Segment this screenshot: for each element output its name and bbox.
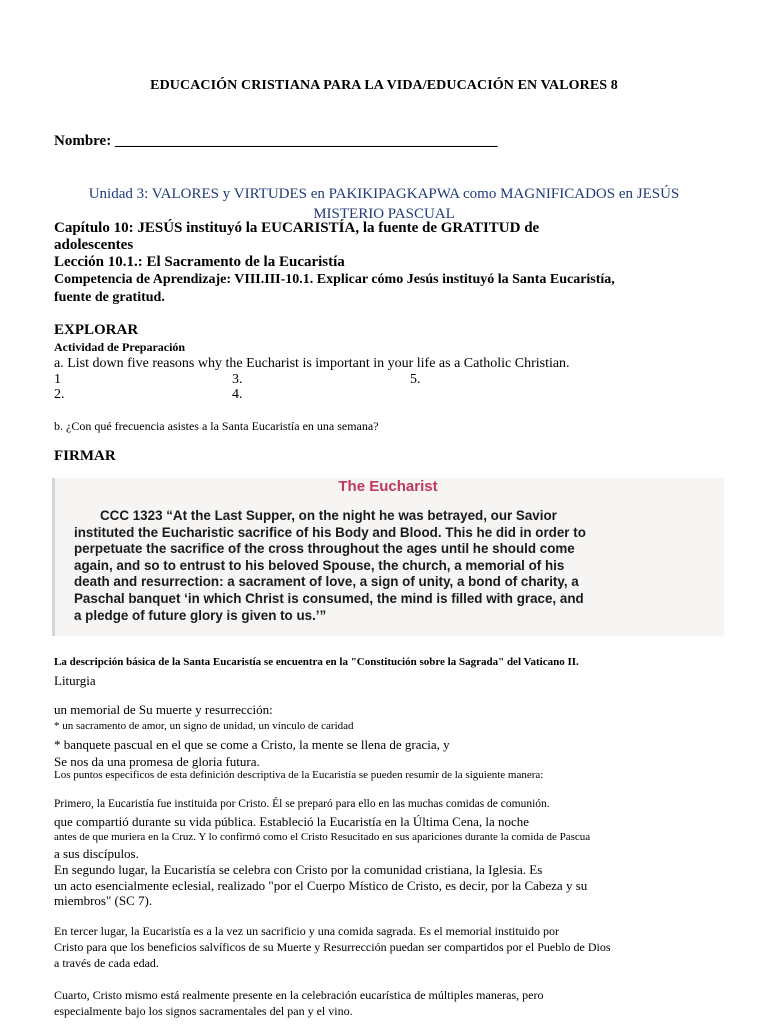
ccc-quote-line: again, and so to entrust to his beloved Spouse, the church, a memorial of his [74, 557, 565, 573]
chapter-line2: adolescentes [54, 237, 134, 253]
eucharist-quote-image [52, 478, 724, 636]
explorar-heading: EXPLORAR [54, 322, 139, 338]
unit-heading-line1: Unidad 3: VALORES y VIRTUDES en PAKIKIPAGKAPWA como MAGNIFICADOS en JESÚS [88, 186, 680, 202]
ccc-quote-line: CCC 1323 “At the Last Supper, on the night he was betrayed, our Savior [100, 508, 557, 523]
point-2-line: En segundo lugar, la Eucaristía se celebra con Cristo por la comunidad cristiana, la Iglesia. Es [54, 862, 543, 877]
point-3-line: a través de cada edad. [54, 956, 159, 970]
definition-bullet: * un sacramento de amor, un signo de unidad, un vínculo de caridad [54, 720, 354, 732]
chapter-line1: Capítulo 10: JESÚS instituyó la EUCARISTÍA, la fuente de GRATITUD de [54, 220, 540, 236]
ccc-quote-line: a pledge of future glory is given to us.’” [74, 607, 327, 623]
question-b: b. ¿Con qué frecuencia asistes a la Santa Eucaristía en una semana? [54, 419, 379, 433]
competency-line2: fuente de gratitud. [54, 290, 165, 305]
unit-heading [60, 184, 708, 224]
image-edge-shadow [52, 478, 55, 636]
preparation-activity-label: Actividad de Preparación [54, 340, 186, 354]
point-2-line: un acto esencialmente eclesial, realizado "por el Cuerpo Místico de Cristo, es decir, por la Cabeza y su [54, 878, 588, 893]
document-title: EDUCACIÓN CRISTIANA PARA LA VIDA/EDUCACIÓN EN VALORES 8 [150, 78, 618, 93]
answer-number-3: 3. [232, 372, 243, 387]
point-1-line: Primero, la Eucaristía fue instituida por Cristo. Él se preparó para ello en las muchas comidas de comunión. [54, 798, 550, 810]
answer-number-1: 1 [54, 372, 61, 387]
chapter-heading [54, 220, 539, 271]
answer-number-4: 4. [232, 387, 243, 402]
definition-bullet: * banquete pascual en el que se come a Cristo, la mente se llena de gracia, y [54, 737, 450, 752]
competency-line1: Competencia de Aprendizaje: VIII.III-10.1. Explicar cómo Jesús instituyó la Santa Eucaristía, [54, 272, 615, 287]
question-a: a. List down five reasons why the Eucharist is important in your life as a Catholic Christian. [54, 356, 570, 371]
ccc-quote [74, 508, 714, 624]
lesson-title: Lección 10.1.: El Sacramento de la Eucaristía [54, 254, 345, 270]
definition-line: un memorial de Su muerte y resurrección: [54, 702, 273, 717]
point-4-line: especialmente bajo los signos sacramentales del pan y el vino. [54, 1004, 353, 1018]
point-1-line: que compartió durante su vida pública. Estableció la Eucaristía en la Última Cena, la noche [54, 814, 530, 829]
answer-number-2: 2. [54, 387, 65, 402]
summary-intro: Los puntos específicos de esta definición descriptiva de la Eucaristía se pueden resumir de la siguiente manera: [54, 769, 544, 781]
point-1-line: a sus discípulos. [54, 846, 139, 861]
point-1-line: antes de que muriera en la Cruz. Y lo confirmó como el Cristo Resucitado en sus apariciones durante la comida de Pascua [54, 831, 591, 843]
eucharist-title: The Eucharist [338, 478, 438, 495]
definition-line: Se nos da una promesa de gloria futura. [54, 754, 260, 769]
learning-competency [54, 271, 615, 307]
ccc-quote-line: instituted the Eucharistic sacrifice of his Body and Blood. This he did in order to [74, 524, 586, 540]
point-4-line: Cuarto, Cristo mismo está realmente presente en la celebración eucarística de múltiples maneras, pero [54, 988, 544, 1002]
ccc-quote-line: perpetuate the sacrifice of the cross throughout the ages until he should come [74, 541, 575, 557]
liturgia-word: Liturgia [54, 673, 96, 688]
point-3-line: En tercer lugar, la Eucaristía es a la vez un sacrificio y una comida sagrada. Es el memorial instituido por [54, 924, 559, 938]
firmar-heading: FIRMAR [54, 448, 116, 464]
unit-heading-line2: MISTERIO PASCUAL [313, 206, 455, 222]
ccc-quote-line: death and resurrection: a sacrament of love, a sign of unity, a bond of charity, a [74, 574, 579, 590]
point-3-line: Cristo para que los beneficios salvíficos de su Muerte y Resurrección puedan ser compartidos por el Pueblo de Dios [54, 940, 611, 954]
description-intro: La descripción básica de la Santa Eucaristía se encuentra en la "Constitución sobre la Sagrada" del Vaticano II. [54, 656, 579, 668]
name-field-label: Nombre: ___________________________________________________ [54, 133, 498, 149]
point-2-line: miembros" (SC 7). [54, 893, 153, 908]
answer-number-5: 5. [410, 372, 421, 387]
ccc-quote-line: Paschal banquet ‘in which Christ is consumed, the mind is filled with grace, and [74, 590, 584, 606]
